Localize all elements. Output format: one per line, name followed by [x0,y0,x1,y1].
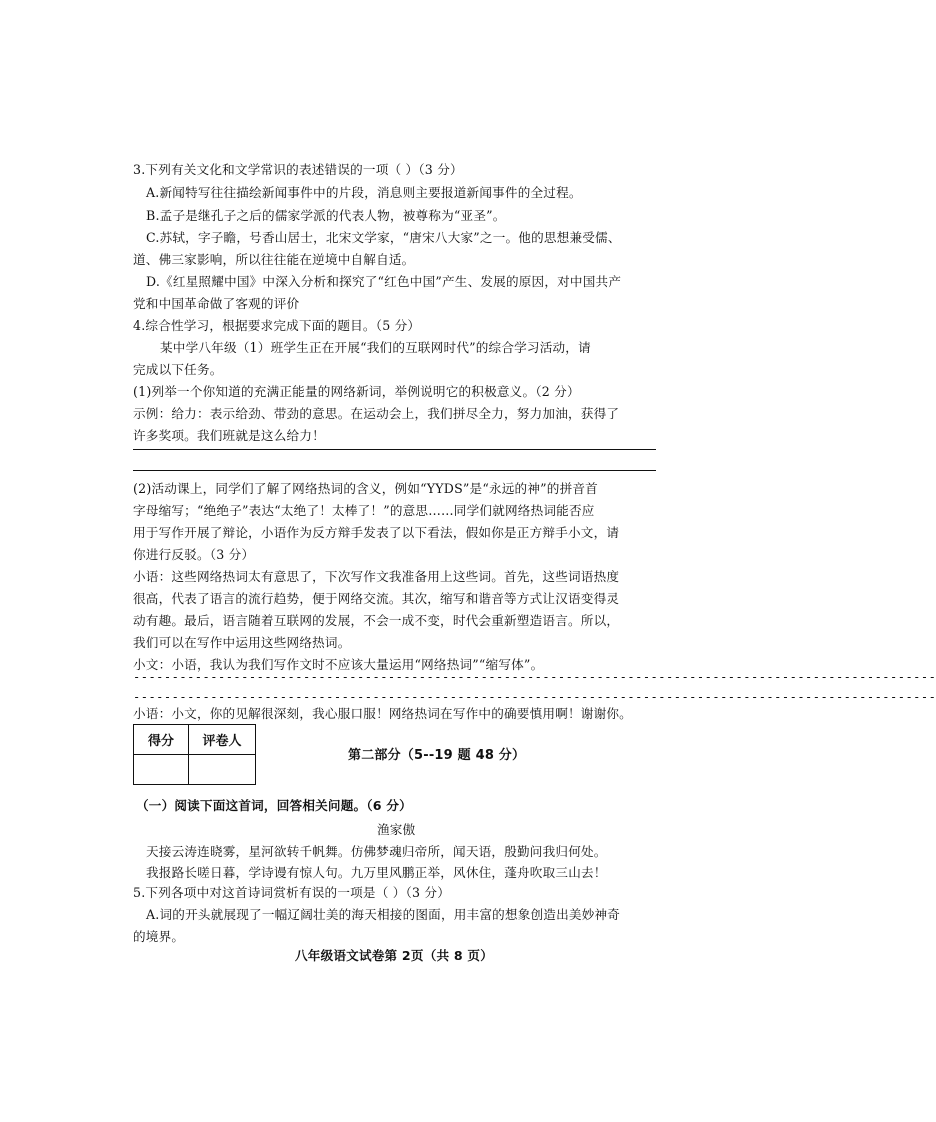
poem-line2: 我报路长嗟日暮，学诗谩有惊人句。九万里风鹏正举，风休住，蓬舟吹取三山去！ [146,865,607,880]
xiaoyu-speech-line4: 我们可以在写作中运用这些网络热词。 [133,635,351,650]
score-table [133,724,256,785]
grader-cell[interactable] [189,755,256,785]
dashed-answer-line-1[interactable]: -------------------------------------------------------------------------------------------------------- [133,670,936,684]
q4-intro-line1: 某中学八年级（1）班学生正在开展“我们的互联网时代”的综合学习活动，请 [160,340,591,355]
section1-title: （一）阅读下面这首词，回答相关问题。（6 分） [136,798,412,813]
q5-option-a-line2: 的境界。 [133,929,185,944]
xiaoyu-speech-line3: 动有趣。最后，语言随着互联网的发展，不会一成不变，时代会重新塑造语言。所以， [133,613,620,628]
answer-line-2[interactable] [133,470,656,471]
q4-part1-example-line1: 示例：给力：表示给劲、带劲的意思。在运动会上，我们拼尽全力，努力加油，获得了 [133,406,620,421]
q4-part2-line4: 你进行反驳。（3 分） [133,547,255,562]
q3-option-c-line2: 道、佛三家影响，所以往往能在逆境中自解自适。 [133,252,415,267]
q5-stem: 5.下列各项中对这首诗词赏析有误的一项是（ ）（3 分） [133,885,450,900]
q4-part2-line1: (2)活动课上，同学们了解了网络热词的含义，例如“YYDS”是“永远的神”的拼音首 [133,481,598,496]
q3-stem: 3.下列有关文化和文学常识的表述错误的一项（ ）（3 分） [133,162,463,177]
q3-option-d-line1: D.《红星照耀中国》中深入分析和探究了“红色中国”产生、发展的原因，对中国共产 [146,274,622,289]
score-cell[interactable] [134,755,189,785]
answer-line-1[interactable] [133,449,656,450]
xiaoyu-speech-line1: 小语：这些网络热词太有意思了，下次写作文我准备用上这些词。首先，这些词语热度 [133,569,620,584]
dashed-answer-line-2[interactable]: -------------------------------------------------------------------------------------------------------- [133,690,936,704]
part2-title: 第二部分（5--19 题 48 分） [348,748,526,763]
poem-line1: 天接云涛连晓雾，星河欲转千帆舞。仿佛梦魂归帝所，闻天语，殷勤问我归何处。 [146,844,607,859]
q4-intro-line2: 完成以下任务。 [133,362,223,377]
page-footer: 八年级语文试卷第 2页（共 8 页） [295,948,493,963]
grader-header: 评卷人 [189,725,256,755]
q4-part1-task: (1)列举一个你知道的充满正能量的网络新词，举例说明它的积极意义。（2 分） [133,384,580,399]
q4-part1-example-line2: 许多奖项。我们班就是这么给力！ [133,428,325,443]
xiaoyu-closing: 小语：小文，你的见解很深刻，我心服口服！网络热词在写作中的确要慎用啊！谢谢你。 [133,706,632,721]
poem-title: 渔家傲 [377,822,416,837]
q3-option-c-line1: C.苏轼，字子瞻，号香山居士，北宋文学家，“唐宋八大家”之一。他的思想兼受儒、 [146,230,621,245]
q3-option-d-line2: 党和中国革命做了客观的评价 [133,296,300,311]
q5-option-a-line1: A.词的开头就展现了一幅辽阔壮美的海天相接的图面，用丰富的想象创造出美妙神奇 [146,907,621,922]
q3-option-b: B.孟子是继孔子之后的儒家学派的代表人物，被尊称为“亚圣”。 [146,208,506,223]
q3-option-a: A.新闻特写往往描绘新闻事件中的片段，消息则主要报道新闻事件的全过程。 [146,185,582,200]
xiaoyu-speech-line2: 很高，代表了语言的流行趋势，便于网络交流。其次，缩写和谐音等方式让汉语变得灵 [133,591,620,606]
score-header: 得分 [134,725,189,755]
q4-stem: 4.综合性学习，根据要求完成下面的题目。（5 分） [133,318,421,333]
xiaowen-speech: 小文：小语，我认为我们写作文时不应该大量运用“网络热词”“缩写体”。 [133,657,544,672]
q4-part2-line3: 用于写作开展了辩论，小语作为反方辩手发表了以下看法，假如你是正方辩手小文，请 [133,525,620,540]
q4-part2-line2: 字母缩写；“绝绝子”表达“太绝了！太棒了！”的意思……同学们就网络热词能否应 [133,503,595,518]
